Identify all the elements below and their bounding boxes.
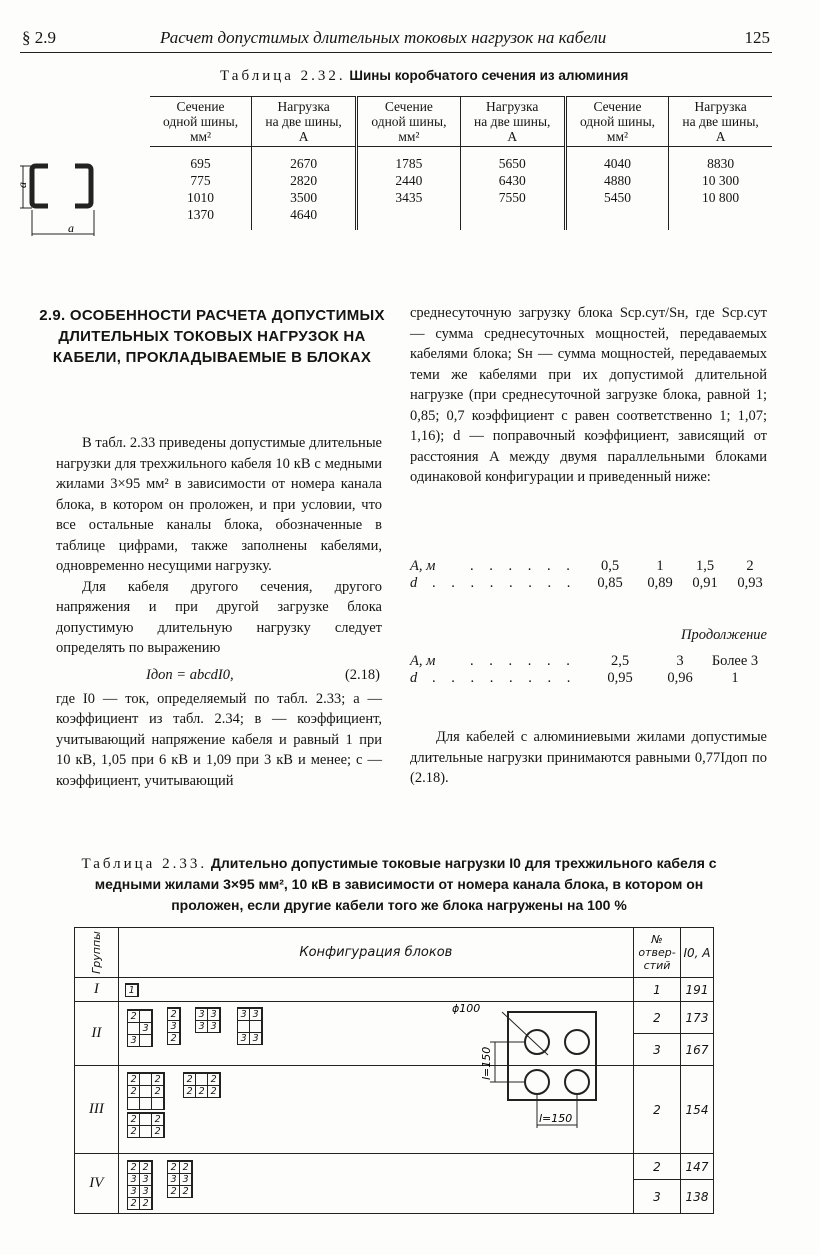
config-header: Конфигурация блоков [118,928,633,978]
a1-0: 0,5 [600,558,620,574]
continuation-label: Продолжение [681,627,767,643]
row3-i0: 167 [681,1034,714,1066]
group-III: III [75,1066,119,1154]
a2-2: Более 3 [711,653,759,669]
running-title: Расчет допустимых длительных токовых нагрузок на кабели [160,28,607,47]
t232-col-5: 4040 4880 5450 [565,147,668,231]
t232-header-5: Сечение одной шины, мм² [565,97,668,147]
d1-3: 0,93 [737,575,763,591]
spacing-vertical-label: l=150 [480,1046,493,1080]
block-dimension-drawing [440,1000,600,1140]
table-233 [74,927,714,1214]
block-3x2-c: 2 2 3 3 2 2 [167,1160,193,1198]
group-header: Группы [75,928,119,978]
row3-num: 3 [634,1034,681,1066]
dim-a-horizontal: a [68,221,74,235]
box-busbar-profile-figure [15,158,110,242]
row6-i0: 138 [681,1180,714,1214]
right-paragraph-1: среднесуточную загрузку блока Sср.сут/Sн, где Sср.сут — сумма среднесуточных мощностей, передаваемых кабелями блока; Sн — сумма мощностей, передаваемых теми же кабелями при их допустимой длительной нагрузке (при среднесуточной загрузке блока, равной 1; 0,85; 0,7 коэффициент c равен соответственно 1; 1,07; 1,16); d — поправочный коэффициент, зависящий от расстояния A между двумя параллельными блоками одинаковой конфигурации и приведенный ниже: [410,305,767,485]
table-233-caption: Таблица 2.33. Длительно допустимые токовые нагрузки I0 для трехжильного кабеля с медными жилами 3×95 мм², 10 кВ в зависимости от номера канала блока, в котором он проложен, если другие кабели того же блока нагружены на 100 % [81,855,717,913]
t232-col-6: 8830 10 300 10 800 [669,147,772,231]
a2-1: 3 [676,653,684,669]
block-3x3: 2 2 2 2 [127,1072,165,1110]
num-header: № отвер-стий [634,928,681,978]
table-233-title: Длительно допустимые токовые нагрузки I0 для трехжильного кабеля с медными жилами 3×95 мм², 10 кВ в зависимости от номера канала блока, в котором он проложен, если другие кабели того же блока нагружены на 100 % [94,855,717,913]
t232-header-2: Нагрузка на две шины, А [252,97,357,147]
row5-i0: 147 [681,1154,714,1180]
block-2x2: 3 3 3 3 [195,1007,221,1033]
block-2x3: 2 2 2 2 [127,1112,165,1138]
a2-0: 2,5 [610,653,630,669]
formula-number: (2.18) [344,666,380,683]
row-d-label-2: d [410,670,418,686]
row-a-label-2: A, м [410,653,436,669]
row1-num: 1 [634,978,681,1002]
row1-i0: 191 [681,978,714,1002]
block-3x2-b: 3 3 3 3 [237,1007,263,1045]
row2-num: 2 [634,1002,681,1034]
group-I: I [75,978,119,1002]
a1-1: 1 [656,558,664,574]
t232-col-1: 695 775 1010 1370 [187,156,215,222]
left-column [56,433,382,791]
left-paragraph-1: В табл. 2.33 приведены допустимые длительные нагрузки для трехжильного кабеля 10 кВ с медными жилами 3×95 мм² в зависимости от номера канала блока, в котором он проложен, и при условии, что все остальные каналы блока, обозначенные в таблице цифрами, также заполнены кабелями, одновременно несущими нагрузку. [56,435,382,574]
t232-header-1: Сечение одной шины, мм² [150,97,252,147]
table-232-caption: Таблица 2.32. Шины коробчатого сечения из алюминия [220,68,629,84]
group-IV: IV [75,1154,119,1214]
table-232-title: Шины коробчатого сечения из алюминия [349,68,629,83]
section-heading: 2.9. ОСОБЕННОСТИ РАСЧЕТА ДОПУСТИМЫХ ДЛИТЕЛЬНЫХ ТОКОВЫХ НАГРУЗОК НА КАБЕЛИ, ПРОКЛАДЫВАЕМЫЕ В БЛОКАХ [39,307,385,366]
block-4x2: 2 2 3 3 3 3 2 2 [127,1160,153,1210]
t232-col-4: 5650 6430 7550 [460,147,565,231]
config-group-I [118,978,633,1002]
row6-num: 3 [634,1180,681,1214]
d2-2: 1 [731,670,739,686]
page-number: 125 [744,28,770,47]
block-3x3-b: 2 2 2 2 2 [183,1072,221,1098]
left-paragraph-2: Для кабеля другого сечения, другого напряжения и при другой загрузке блока допустимую длительную нагрузку следует определять по выражению [56,578,382,656]
d2-1: 0,96 [667,670,693,686]
t232-col-3: 1785 2440 3435 [357,147,460,231]
table-232 [150,96,772,230]
row5-num: 2 [634,1154,681,1180]
row-a-label: A, м [410,558,436,574]
block-3x1: 2 3 2 [167,1007,181,1045]
i0-header: I0, А [681,928,714,978]
section-number: § 2.9 [22,28,56,47]
t232-header-6: Нагрузка на две шины, А [669,97,772,147]
diameter-label: ϕ100 [452,1002,481,1015]
t232-header-4: Нагрузка на две шины, А [460,97,565,147]
left-paragraph-3: где I0 — ток, определяемый по табл. 2.33; a — коэффициент из табл. 2.34; в — коэффициент, учитывающий напряжение кабеля и равный 1 при 10 кВ, 1,05 при 6 кВ и 1,09 при 3 кВ и менее; c — коэффициент, учитывающий [56,690,382,789]
block-1x1: 1 [125,983,139,997]
config-group-IV [118,1154,633,1214]
block-3x2: 2 3 3 [127,1009,153,1047]
coef-table-2: A, м . . . . . . 2,5 3 Более 3 d . . . . . . . . 0,95 0,96 1 [410,653,770,693]
a1-2: 1,5 [695,558,715,574]
d1-2: 0,91 [692,575,718,591]
formula: Iдоп = abcdI0, [146,666,234,683]
row-d-label: d [410,575,418,591]
t232-col-2: 2670 2820 3500 4640 [252,147,357,231]
group-II: II [75,1002,119,1066]
coef-table-1: A, м . . . . . . 0,5 1 1,5 2 d . . . . . . . . 0,85 0,89 0,91 0,93 [410,558,770,598]
header-rule [20,52,772,53]
row2-i0: 173 [681,1002,714,1034]
right-paragraph-2: Для кабелей с алюминиевыми жилами допустимые длительные нагрузки принимаются равными 0,77Iдоп по (2.18). [410,729,767,786]
dim-a-vertical: a [15,182,29,188]
d1-1: 0,89 [647,575,673,591]
row4-i0: 154 [681,1066,714,1154]
d2-0: 0,95 [607,670,633,686]
spacing-horizontal-label: l=150 [539,1112,573,1125]
a1-3: 2 [746,558,754,574]
row4-num: 2 [634,1066,681,1154]
t232-header-3: Сечение одной шины, мм² [357,97,460,147]
d1-0: 0,85 [597,575,623,591]
formula-line [56,659,382,689]
running-header [22,28,770,50]
